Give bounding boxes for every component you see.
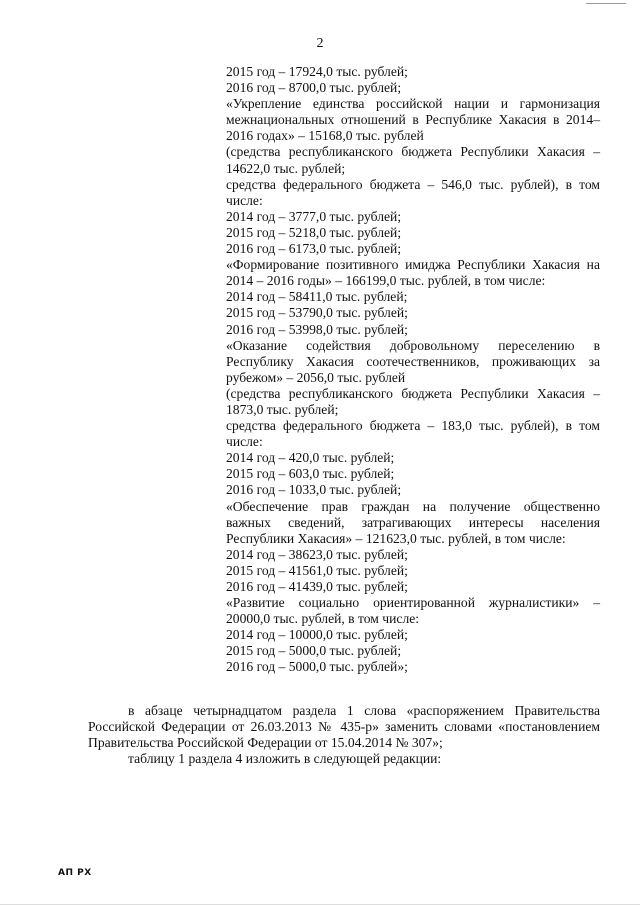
- text-line: 2016 годах» – 15168,0 тыс. рублей: [226, 128, 424, 144]
- text-line: рубежом» – 2056,0 тыс. рублей: [226, 369, 406, 385]
- text-line: (средства республиканского бюджета Республики Хакасия –: [226, 144, 600, 160]
- text-line: 2016 год – 41439,0 тыс. рублей;: [226, 579, 408, 594]
- text-line: 2015 год – 53790,0 тыс. рублей;: [226, 305, 408, 321]
- amendment-text: [88, 703, 600, 767]
- text-line: 2014 год – 10000,0 тыс. рублей;: [226, 627, 408, 643]
- text-line: «Укрепление единства российской нации и гармонизация: [226, 96, 600, 112]
- text-line: средства федерального бюджета – 546,0 тыс. рублей), в том: [226, 176, 600, 192]
- text-line: 2014 год – 3777,0 тыс. рублей;: [226, 208, 402, 224]
- text-line: 2016 год – 1033,0 тыс. рублей;: [226, 482, 402, 498]
- text-line: 20000,0 тыс. рублей, в том числе:: [226, 611, 420, 627]
- text-line: 2016 год – 5000,0 тыс. рублей»;: [226, 659, 408, 675]
- text-line: 2014 год – 38623,0 тыс. рублей;: [226, 546, 408, 562]
- text-line: 2015 год – 5218,0 тыс. рублей;: [226, 224, 402, 240]
- program-list-block: [226, 64, 600, 676]
- text-line: Республики Хакасия» – 121623,0 тыс. рублей, в том числе:: [226, 530, 566, 546]
- text-line: 2015 год – 41561,0 тыс. рублей;: [226, 562, 408, 578]
- text-line: «Развитие социально ориентированной журналистики» –: [226, 595, 600, 611]
- text-line: 2016 год – 8700,0 тыс. рублей;: [226, 80, 402, 96]
- text-line: 2015 год – 603,0 тыс. рублей;: [226, 466, 395, 482]
- paragraph-line: в абзаце четырнадцатом раздела 1 слова «распоряжением Правительства: [128, 703, 600, 718]
- text-line: 2016 год – 6173,0 тыс. рублей;: [226, 241, 402, 257]
- text-line: межнациональных отношений в Республике Хакасия в 2014–: [226, 112, 600, 128]
- text-line: 2014 год – 420,0 тыс. рублей;: [226, 450, 395, 466]
- footer-stamp: АП РХ: [58, 868, 92, 878]
- text-line: 2014 год – 58411,0 тыс. рублей;: [226, 289, 408, 305]
- text-line: 2014 – 2016 годы» – 166199,0 тыс. рублей, в том числе:: [226, 273, 546, 289]
- text-line: числе:: [226, 192, 263, 208]
- text-line: «Оказание содействия добровольному переселению в: [226, 337, 600, 353]
- paragraph-line: Правительства Российской Федерации от 15.04.2014 № 307»;: [88, 735, 443, 751]
- text-line: (средства республиканского бюджета Республики Хакасия –: [226, 385, 600, 401]
- text-line: Республику Хакасия соотечественников, проживающих за: [226, 353, 600, 369]
- text-line: 1873,0 тыс. рублей;: [226, 401, 339, 417]
- text-line: важных сведений, затрагивающих интересы населения: [226, 514, 600, 530]
- text-line: 2015 год – 17924,0 тыс. рублей;: [226, 64, 408, 79]
- page-number: 2: [316, 36, 324, 51]
- text-line: «Обеспечение прав граждан на получение общественно: [226, 498, 600, 514]
- paragraph-line: Российской Федерации от 26.03.2013 № 435-р» заменить словами «постановлением: [88, 719, 600, 735]
- scan-corner-mark: [586, 0, 626, 4]
- text-line: 2016 год – 53998,0 тыс. рублей;: [226, 321, 408, 337]
- text-line: средства федерального бюджета – 183,0 тыс. рублей), в том: [226, 418, 600, 434]
- text-line: числе:: [226, 434, 263, 450]
- text-line: 14622,0 тыс. рублей;: [226, 160, 346, 176]
- text-line: «Формирование позитивного имиджа Республики Хакасия на: [226, 257, 600, 273]
- paragraph-line: таблицу 1 раздела 4 изложить в следующей редакции:: [128, 751, 442, 767]
- text-line: 2015 год – 5000,0 тыс. рублей;: [226, 643, 402, 659]
